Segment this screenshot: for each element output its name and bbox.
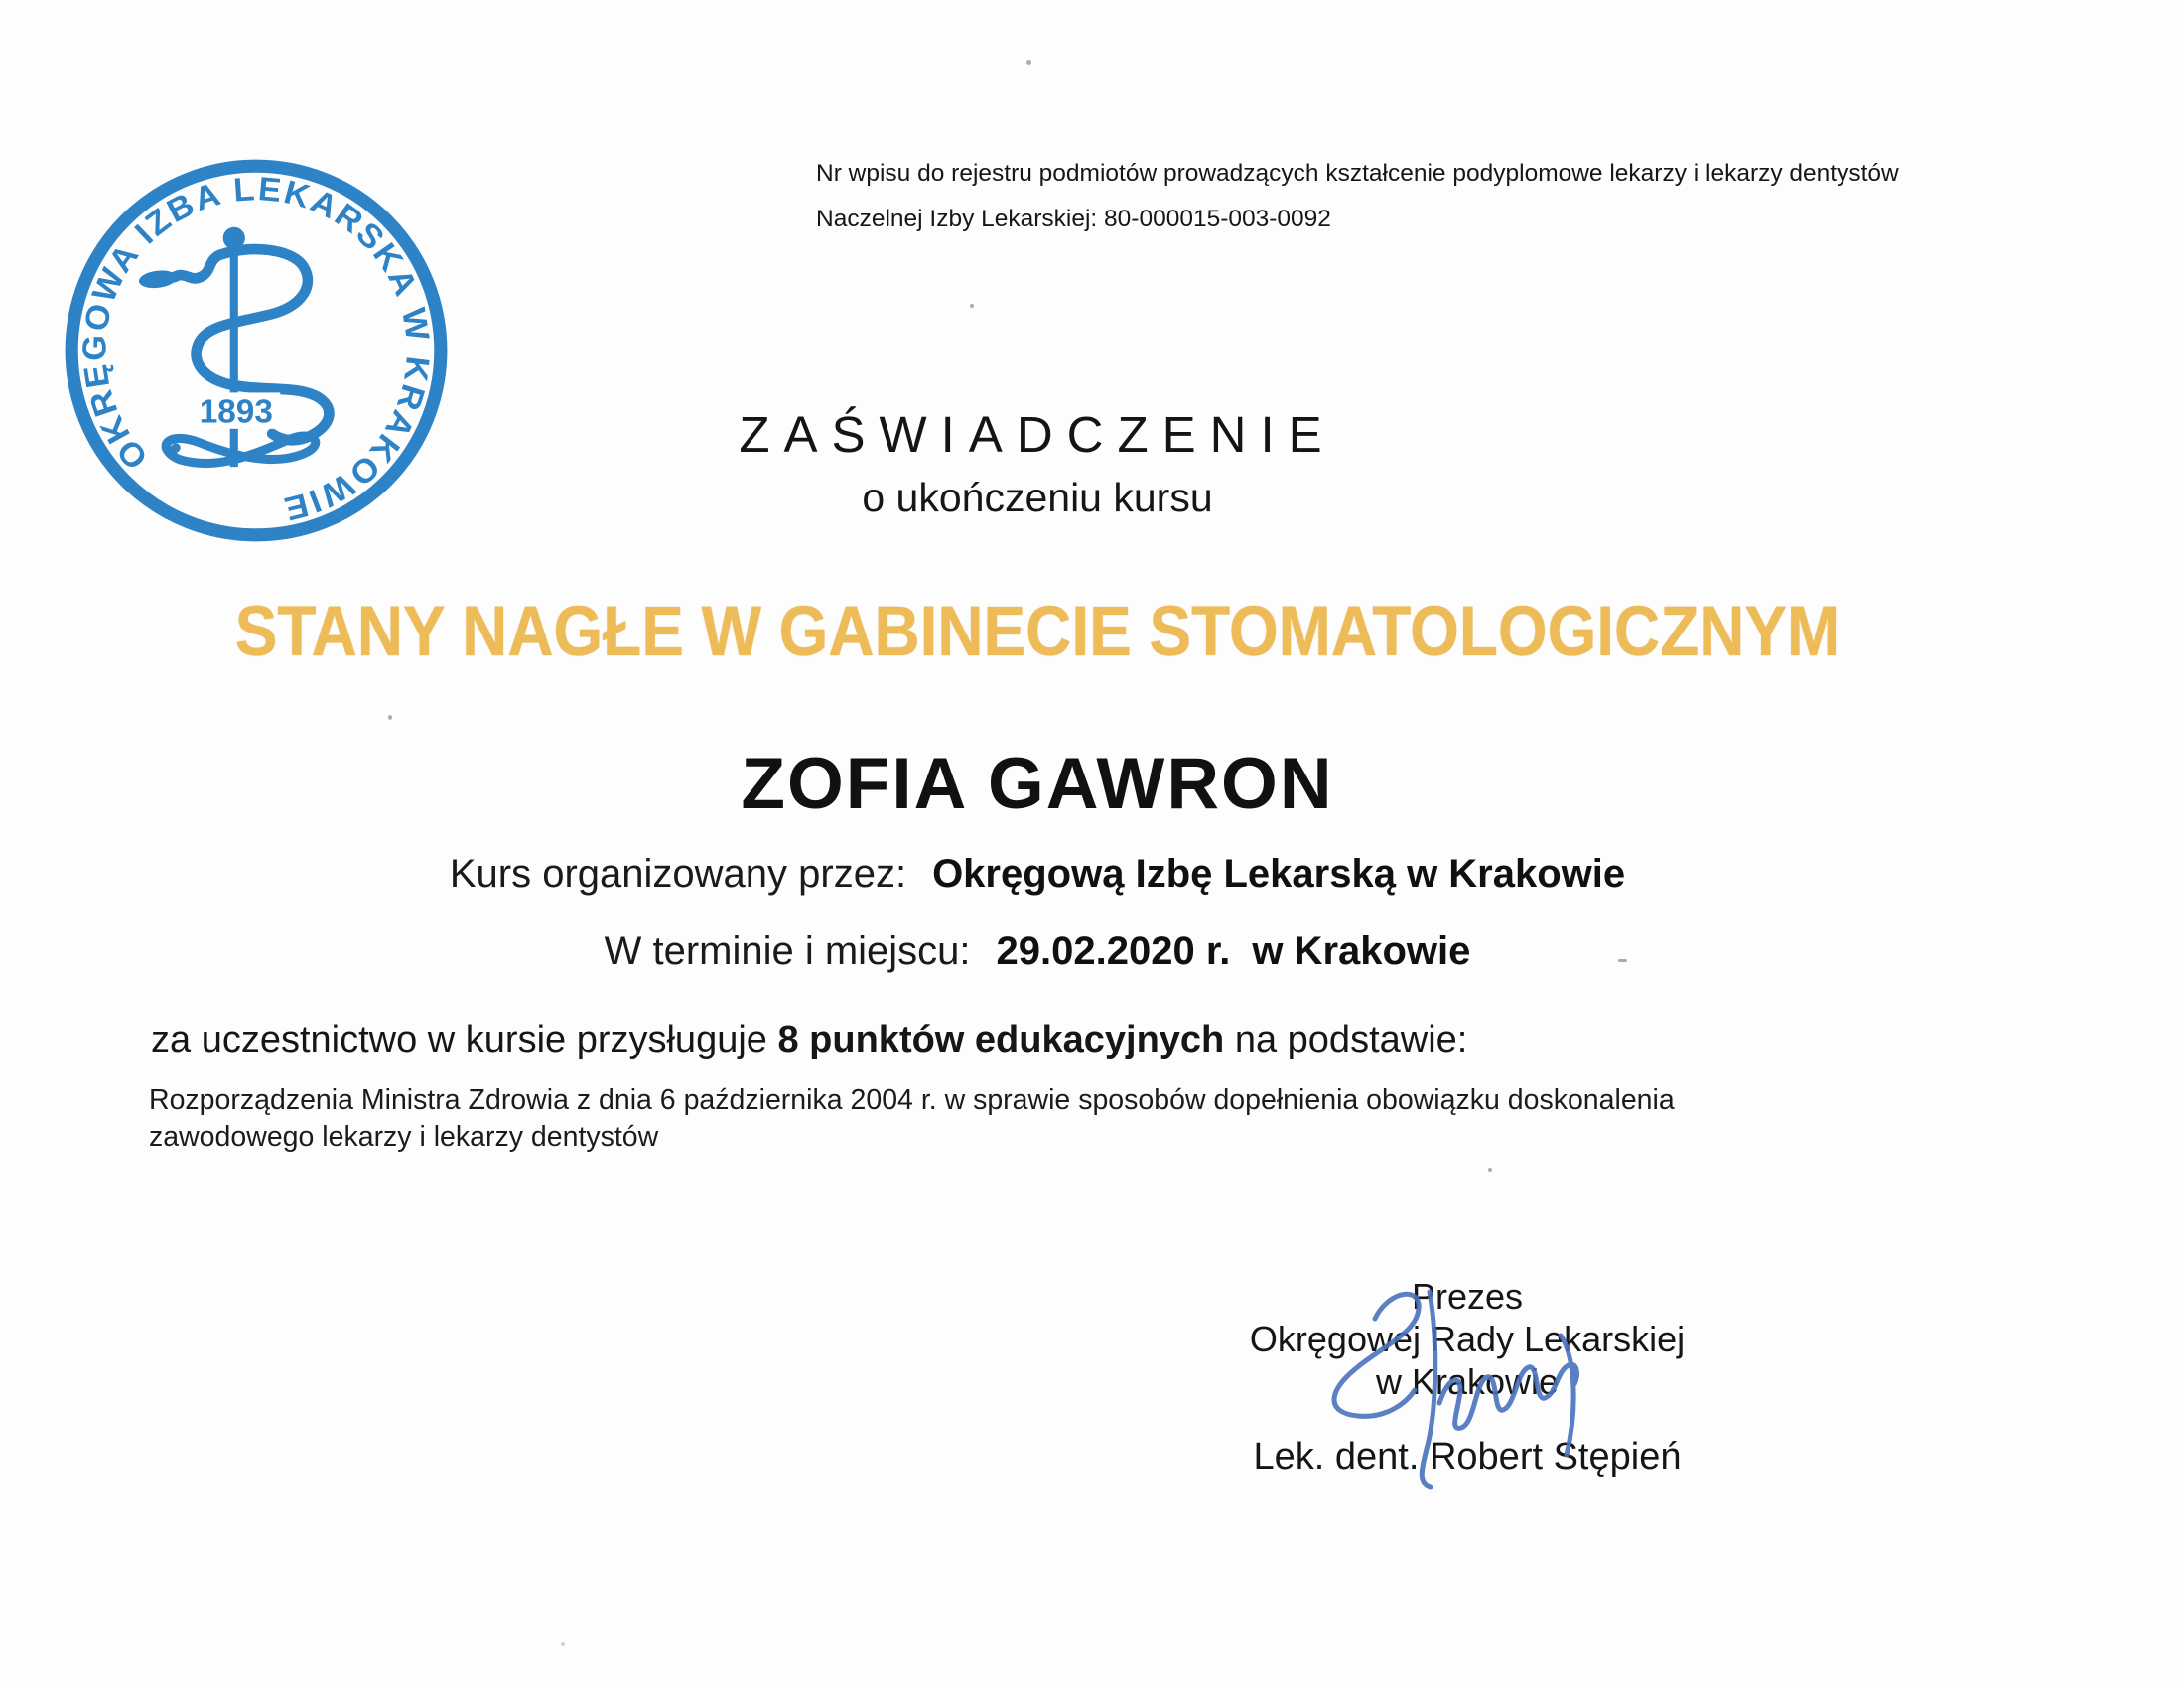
organizer-line — [0, 852, 2075, 897]
registry-line-2: Naczelnej Izby Lekarskiej: 80-000015-003-0092 — [816, 206, 1331, 232]
scan-speck — [1488, 1168, 1492, 1172]
points-suffix: na podstawie: — [1234, 1019, 1468, 1060]
certificate-subtitle: o ukończeniu kursu — [862, 475, 1213, 520]
organizer-value: Okręgową Izbę Lekarską w Krakowie — [932, 852, 1626, 896]
scan-speck — [970, 304, 974, 308]
date-label: W terminie i miejscu: — [604, 929, 971, 973]
scan-speck — [561, 1642, 565, 1646]
signer-title-line-1: Prezes — [1411, 1276, 1524, 1317]
organizer-label: Kurs organizowany przez: — [449, 852, 907, 896]
scan-speck — [388, 715, 392, 720]
course-name: STANY NAGŁE W GABINECIE STOMATOLOGICZNYM — [234, 593, 1841, 671]
scan-speck — [1618, 959, 1627, 962]
participant-name: ZOFIA GAWRON — [741, 744, 1334, 824]
seal-year: 1893 — [199, 393, 273, 431]
points-value: 8 punktów edukacyjnych — [777, 1019, 1225, 1060]
signer-title-line-3: w Krakowie — [1375, 1361, 1560, 1402]
place-value: w Krakowie — [1252, 929, 1471, 973]
points-line — [151, 1019, 1839, 1061]
date-value: 29.02.2020 r. — [996, 929, 1231, 973]
signer-name: Lek. dent. Robert Stępień — [1253, 1436, 1682, 1477]
registry-line-1: Nr wpisu do rejestru podmiotów prowadzących kształcenie podyplomowe lekarzy i lekarzy dentystów — [816, 160, 1899, 187]
handwritten-signature — [1281, 1274, 1598, 1507]
date-place-line — [0, 929, 2075, 974]
seal-ring-text: OKRĘGOWA IZBA LEKARSKA W KRAKOWIE — [76, 171, 436, 527]
certificate-title: ZAŚWIADCZENIE — [739, 406, 1336, 463]
scan-speck — [1026, 60, 1031, 65]
registry-block — [816, 159, 1948, 234]
legal-basis-text: Rozporządzenia Ministra Zdrowia z dnia 6 października 2004 r. w sprawie sposobów dopełnienia obowiązku doskonalenia zawodowego lekarzy i lekarzy dentystów — [149, 1084, 1675, 1153]
signer-title-line-2: Okręgowej Rady Lekarskiej — [1249, 1319, 1686, 1359]
points-prefix: za uczestnictwo w kursie przysługuje — [151, 1019, 767, 1060]
